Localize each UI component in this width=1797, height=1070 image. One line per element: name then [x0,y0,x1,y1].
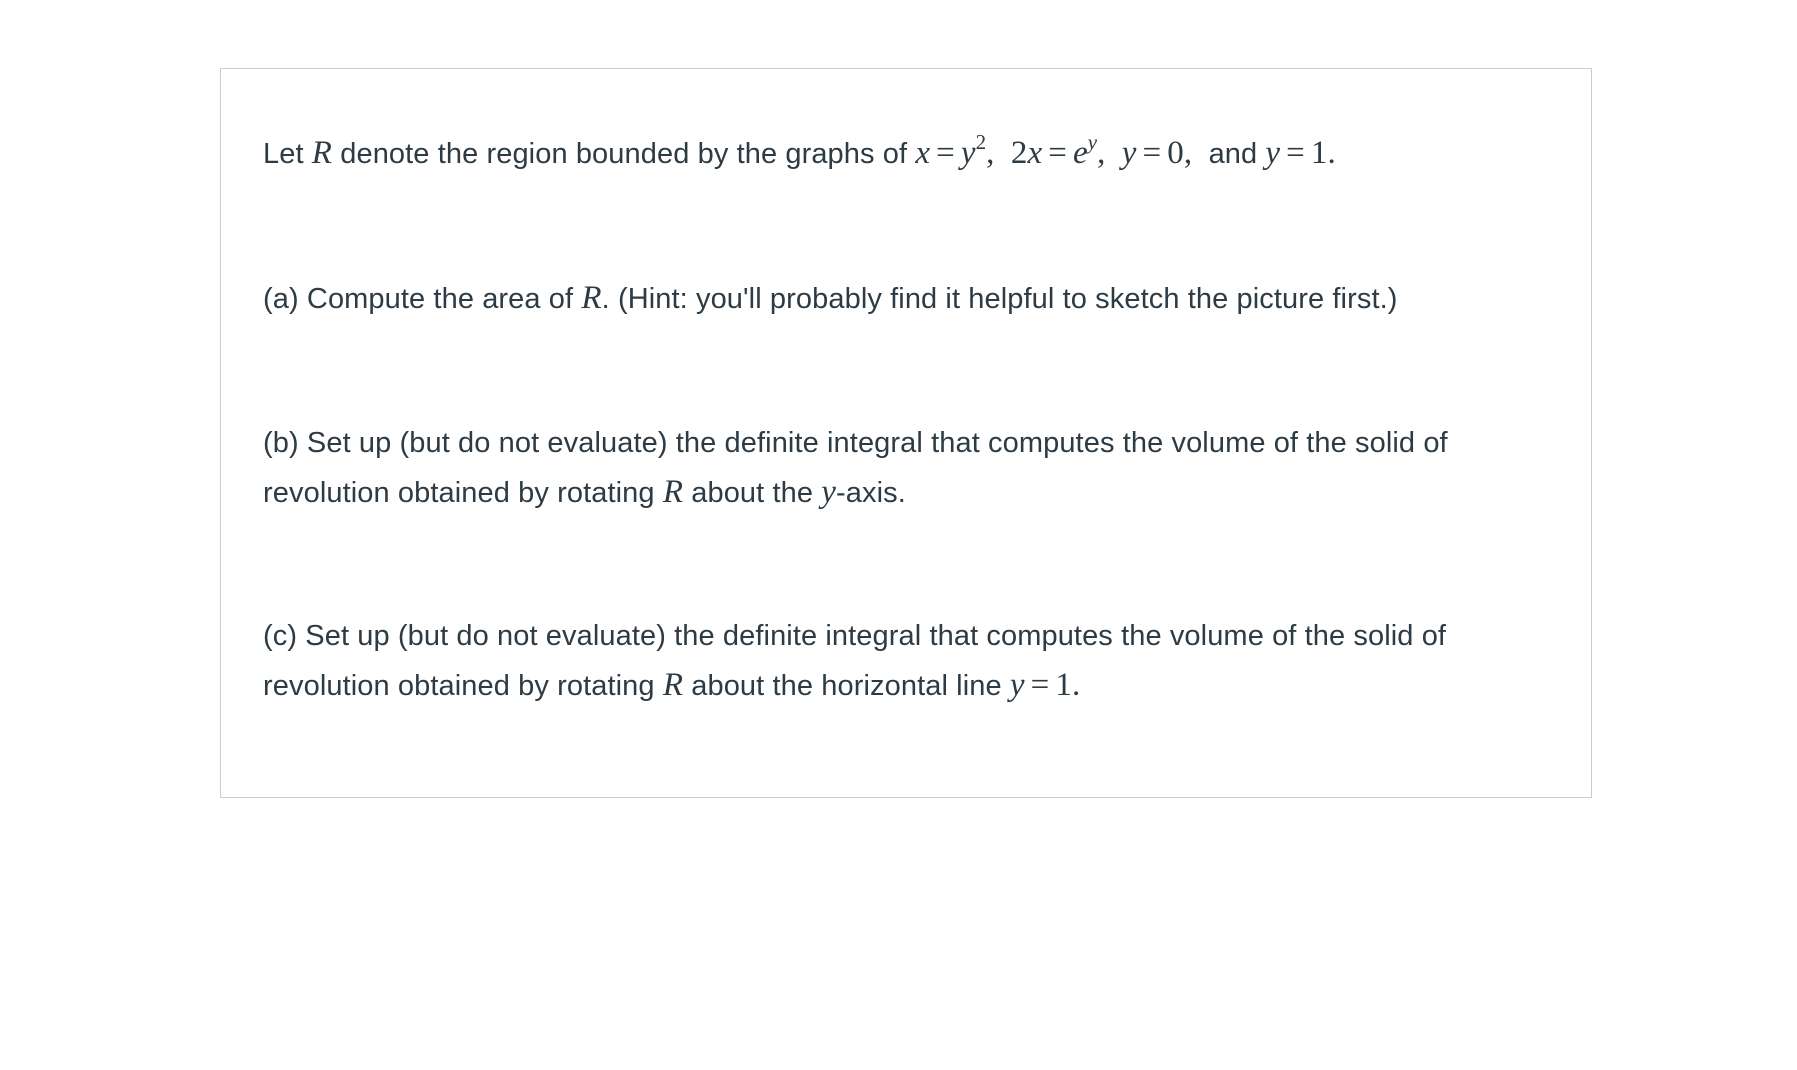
part-c-eq-equals: = [1030,667,1050,703]
question-box [220,68,1592,798]
part-a-hint: . (Hint: you'll probably find it helpful to sketch the picture first.) [601,283,1398,315]
eq2-exponent: y [1087,130,1098,154]
eq3-equals: = [1142,135,1162,171]
eq2-var: x [1027,135,1043,171]
part-c-eq-rhs: 1. [1055,667,1081,703]
comma-3: , [1183,135,1193,171]
eq4-lhs: y [1265,135,1281,171]
eq1-exponent: 2 [975,130,987,154]
eq1-rhs: $y^2$ [960,130,987,171]
eq2-equals: = [1048,135,1067,171]
part-a-region-symbol: R [581,280,602,316]
eq3-lhs: y [1121,135,1137,171]
eq1-equals: = [936,135,955,171]
comma-2: , [1097,135,1106,171]
eq2-rhs: $e^y$ [1072,130,1098,171]
comma-1: , [986,135,995,171]
region-symbol: R [311,135,333,171]
problem-statement [263,129,1553,179]
part-b-text: (b) Set up (but do not evaluate) the definite integral that computes the volume of the solid of revolution obtained by rotating [263,427,1448,509]
eq2-coefficient: 2 [1010,135,1028,171]
part-c-eq-lhs: y [1009,667,1025,703]
part-a [263,274,1553,324]
part-b-region-symbol: R [662,474,684,510]
part-c-region-symbol: R [662,667,684,703]
part-b [263,419,1553,518]
part-b-axis-variable: y [821,474,837,510]
part-c [263,612,1553,711]
intro-text-region: denote the region bounded by the graphs of [340,138,908,170]
eq1-lhs: x [915,135,931,171]
part-c-text-about: about the horizontal line [691,670,1002,702]
intro-text-let: Let [263,138,304,170]
part-c-text: (c) Set up (but do not evaluate) the definite integral that computes the volume of the solid of revolution obtained by rotating [263,620,1447,702]
eq4-equals: = [1286,135,1305,171]
eq3-rhs: 0 [1167,135,1184,171]
eq4-rhs: 1. [1310,135,1336,171]
part-b-text-about: about the [691,477,814,509]
intro-text-and: and [1208,138,1258,170]
part-a-text: (a) Compute the area of [263,283,574,315]
part-b-text-axis: -axis. [836,477,906,509]
